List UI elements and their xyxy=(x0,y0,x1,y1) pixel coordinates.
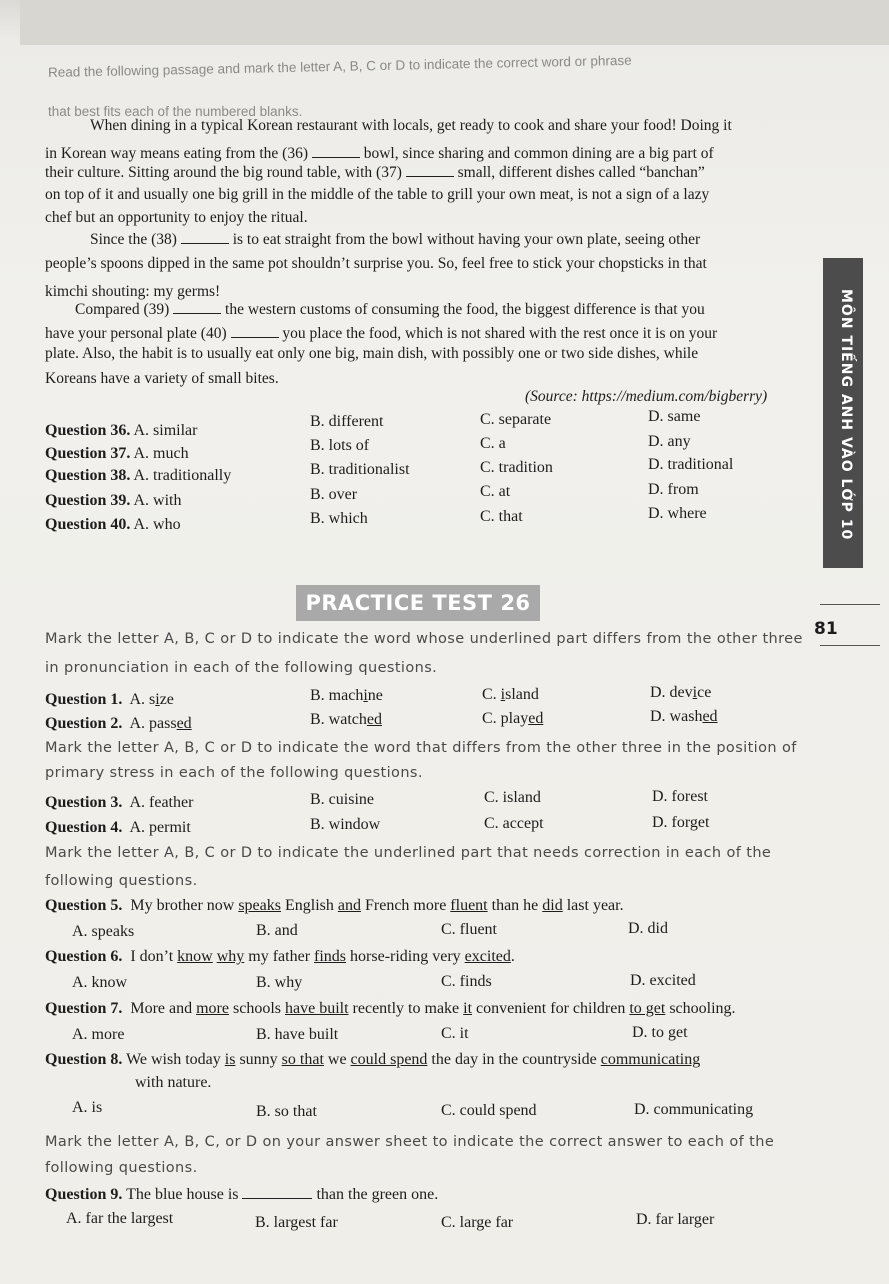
underlined-part: i xyxy=(500,686,506,703)
passage-source: (Source: https://medium.com/bigberry) xyxy=(525,388,768,405)
sentence-text: French more xyxy=(360,897,451,914)
question-label: Question 3. xyxy=(45,794,123,811)
question-sentence xyxy=(45,948,515,966)
blank-39 xyxy=(173,301,221,314)
section-instruction: following questions. xyxy=(45,1160,198,1176)
section-instruction: in pronunciation in each of the following questions. xyxy=(45,660,438,676)
blank-40 xyxy=(231,325,279,338)
option-c xyxy=(482,710,543,728)
sentence-text: More and xyxy=(130,1000,197,1017)
passage-text: in Korean way means eating from the (36) xyxy=(45,145,308,162)
passage-text: bowl, since sharing and common dining are a big part of xyxy=(363,145,714,162)
sentence-text: English xyxy=(280,897,338,914)
question-label: Question 5. xyxy=(45,897,123,914)
passage-line: Koreans have a variety of small bites. xyxy=(45,370,279,387)
underlined-part: so that xyxy=(281,1051,324,1068)
option-a: A. speaks xyxy=(72,923,135,940)
option-b: B. window xyxy=(310,816,381,833)
question-sentence xyxy=(45,1051,700,1069)
option-c: C. large far xyxy=(441,1214,514,1231)
passage-text: you place the food, which is not shared with the rest once it is on your xyxy=(282,325,718,342)
page-number-rule-top xyxy=(820,604,880,605)
underlined-part: more xyxy=(196,1000,229,1017)
question-label: Question 2. xyxy=(45,715,123,732)
passage-line xyxy=(45,164,705,182)
option-b: B. and xyxy=(256,922,298,939)
page-number: 81 xyxy=(814,619,838,639)
question-label: Question 7. xyxy=(45,1000,123,1017)
sentence-text: my father xyxy=(244,948,315,965)
option-b xyxy=(310,687,383,705)
section-instruction: primary stress in each of the following questions. xyxy=(45,765,423,781)
passage-instruction-line1: Read the following passage and mark the letter A, B, C or D to indicate the correct word or phrase xyxy=(47,52,632,80)
option-b: B. why xyxy=(256,974,303,991)
option-a: A. know xyxy=(72,974,128,991)
underlined-part: ed xyxy=(702,708,718,725)
option-c: C. could spend xyxy=(441,1102,537,1119)
option-text: B. mach xyxy=(310,687,364,704)
option-d: D. forest xyxy=(652,788,708,805)
option-a: A. is xyxy=(72,1099,103,1116)
option-d xyxy=(650,708,718,726)
option-d: D. where xyxy=(648,505,707,522)
sentence-text: than he xyxy=(487,897,543,914)
answer-blank xyxy=(242,1186,312,1199)
option-a: A. with xyxy=(133,492,182,509)
question-label: Question 1. xyxy=(45,691,123,708)
option-text: C. play xyxy=(482,710,529,727)
underlined-part: could spend xyxy=(350,1051,428,1068)
underlined-part: fluent xyxy=(450,897,488,914)
sentence-text: last year. xyxy=(562,897,624,914)
option-a: A. s xyxy=(129,691,156,708)
sentence-text: schooling. xyxy=(665,1000,736,1017)
page-number-rule-bottom xyxy=(820,645,880,646)
option-a: ze xyxy=(159,691,174,708)
option-b: B. cuisine xyxy=(310,791,374,808)
passage-text: is to eat straight from the bowl without having your own plate, seeing other xyxy=(232,231,701,248)
passage-line: people’s spoons dipped in the same pot shouldn’t surprise you. So, feel free to stick your chopsticks in that xyxy=(45,255,707,272)
option-d xyxy=(650,684,711,702)
sentence-text: The blue house is xyxy=(126,1186,239,1203)
option-c: C. separate xyxy=(480,411,552,428)
underlined-part: ed xyxy=(528,710,544,727)
sentence-text: I don’t xyxy=(130,948,178,965)
option-d: D. from xyxy=(648,481,699,498)
passage-line: chef but an opportunity to enjoy the ritual. xyxy=(45,209,308,226)
option-a: A. much xyxy=(133,445,189,462)
option-c: C. fluent xyxy=(441,921,497,938)
option-text: ce xyxy=(697,684,712,701)
option-b: B. traditionalist xyxy=(310,461,410,478)
question-row xyxy=(45,691,174,709)
underlined-part: to get xyxy=(629,1000,666,1017)
sentence-text: horse-riding very xyxy=(346,948,465,965)
sentence-text: sunny xyxy=(235,1051,282,1068)
option-a: A. similar xyxy=(133,422,198,439)
section-instruction: Mark the letter A, B, C or D to indicate the word that differs from the other three in the position of xyxy=(45,740,797,756)
option-c: C. accept xyxy=(484,815,544,832)
option-a: A. who xyxy=(133,516,181,533)
passage-text: Since the (38) xyxy=(90,231,177,248)
blank-38 xyxy=(181,231,229,244)
passage-line: on top of it and usually one big grill in the middle of the table to grill your own meat, is not a sign of a lazy xyxy=(45,186,710,203)
question-label: Question 36. xyxy=(45,422,131,439)
option-c: C. it xyxy=(441,1025,469,1042)
underlined-part: know xyxy=(177,948,213,965)
question-sentence xyxy=(45,897,624,915)
question-label: Question 8. xyxy=(45,1051,123,1068)
option-a: A. traditionally xyxy=(133,467,232,484)
passage-line: kimchi shouting: my germs! xyxy=(45,283,221,300)
question-sentence xyxy=(45,1000,736,1018)
option-c xyxy=(482,686,539,704)
sentence-text: We wish today xyxy=(126,1051,225,1068)
question-row xyxy=(45,794,193,812)
option-text: ne xyxy=(367,687,383,704)
sentence-text: the day in the countryside xyxy=(427,1051,601,1068)
underlined-part: finds xyxy=(314,948,347,965)
question-label: Question 9. xyxy=(45,1186,123,1203)
passage-text: their culture. Sitting around the big round table, with (37) xyxy=(45,164,402,181)
passage-text: have your personal plate (40) xyxy=(45,325,227,342)
option-c: C. that xyxy=(480,508,523,525)
sentence-text: convenient for children xyxy=(472,1000,630,1017)
option-d: D. excited xyxy=(630,972,696,989)
blank-36 xyxy=(312,145,360,158)
option-text: C. xyxy=(482,686,501,703)
underlined-part: and xyxy=(337,897,361,914)
sentence-text: recently to make xyxy=(348,1000,464,1017)
sidebar-title: MÔN TIẾNG ANH VÀO LỚP 10 xyxy=(838,289,854,541)
underlined-part: communicating xyxy=(600,1051,701,1068)
sentence-text: . xyxy=(510,948,515,965)
underlined-part: it xyxy=(463,1000,473,1017)
underlined-part: why xyxy=(216,948,245,965)
option-text: sland xyxy=(505,686,539,703)
option-c: C. at xyxy=(480,483,511,500)
underlined-part: ed xyxy=(176,715,192,732)
underlined-part: i xyxy=(692,684,698,701)
option-b xyxy=(310,711,382,729)
sentence-text: than the green one. xyxy=(316,1186,439,1203)
underlined-part: speaks xyxy=(238,897,281,914)
passage-line xyxy=(75,301,705,319)
option-b: B. different xyxy=(310,413,384,430)
section-instruction: following questions. xyxy=(45,873,198,889)
question-row xyxy=(45,467,231,485)
underlined-part: did xyxy=(542,897,563,914)
option-a: A. more xyxy=(72,1026,125,1043)
question-row xyxy=(45,445,189,463)
option-b: B. largest far xyxy=(255,1214,338,1231)
option-d: D. communicating xyxy=(634,1101,754,1118)
underlined-part: i xyxy=(155,691,160,708)
option-text: D. dev xyxy=(650,684,693,701)
option-text: B. watch xyxy=(310,711,367,728)
option-b: B. so that xyxy=(256,1103,317,1120)
sentence-text: with nature. xyxy=(135,1074,212,1091)
underlined-part: excited xyxy=(464,948,511,965)
passage-line: plate. Also, the habit is to usually eat only one big, main dish, with possibly one or two side dishes, while xyxy=(45,345,699,362)
option-text: D. wash xyxy=(650,708,703,725)
question-label: Question 40. xyxy=(45,516,131,533)
previous-page-edge xyxy=(20,0,889,45)
option-a: A. pass xyxy=(129,715,177,732)
question-row xyxy=(45,492,181,510)
option-d: D. did xyxy=(628,920,668,937)
option-d: D. to get xyxy=(632,1024,688,1041)
passage-line xyxy=(45,325,717,343)
section-instruction: Mark the letter A, B, C, or D on your answer sheet to indicate the correct answer to each of the xyxy=(45,1134,775,1150)
blank-37 xyxy=(406,164,454,177)
option-d: D. far larger xyxy=(636,1211,715,1228)
option-a: A. permit xyxy=(129,819,191,836)
section-instruction: Mark the letter A, B, C or D to indicate the underlined part that needs correction in each of the xyxy=(45,845,772,861)
passage-line xyxy=(90,231,700,249)
option-d: D. forget xyxy=(652,814,710,831)
question-label: Question 4. xyxy=(45,819,123,836)
passage-line xyxy=(45,145,714,163)
question-label: Question 6. xyxy=(45,948,123,965)
option-c: C. tradition xyxy=(480,459,553,476)
option-b: B. have built xyxy=(256,1026,339,1043)
option-d: D. any xyxy=(648,433,691,450)
question-row xyxy=(45,715,192,733)
sentence-text: we xyxy=(323,1051,351,1068)
question-row xyxy=(45,422,197,440)
question-label: Question 38. xyxy=(45,467,131,484)
question-label: Question 39. xyxy=(45,492,131,509)
passage-instruction-line2: that best fits each of the numbered blanks. xyxy=(48,104,303,119)
option-b: B. lots of xyxy=(310,437,370,454)
passage-text: the western customs of consuming the food, the biggest difference is that you xyxy=(225,301,705,318)
passage-text: Compared (39) xyxy=(75,301,170,318)
sentence-text: schools xyxy=(228,1000,285,1017)
option-c: C. a xyxy=(480,435,506,452)
underlined-part: ed xyxy=(366,711,382,728)
option-b: B. over xyxy=(310,486,358,503)
passage-line: When dining in a typical Korean restaurant with locals, get ready to cook and share your food! Doing it xyxy=(90,117,732,134)
test-title-banner: PRACTICE TEST 26 xyxy=(296,585,540,621)
question-label: Question 37. xyxy=(45,445,131,462)
question-row xyxy=(45,819,191,837)
section-instruction: Mark the letter A, B, C or D to indicate the word whose underlined part differs from the other three xyxy=(45,631,803,647)
option-d: D. traditional xyxy=(648,456,734,473)
underlined-part: have built xyxy=(284,1000,349,1017)
underlined-part: i xyxy=(363,687,368,704)
passage-text: small, different dishes called “banchan” xyxy=(457,164,705,181)
option-c: C. island xyxy=(484,789,541,806)
option-a: A. far the largest xyxy=(66,1210,174,1227)
option-b: B. which xyxy=(310,510,368,527)
question-row xyxy=(45,516,181,534)
option-c: C. finds xyxy=(441,973,492,990)
sentence-text: My brother now xyxy=(130,897,239,914)
option-a: A. feather xyxy=(129,794,194,811)
option-d: D. same xyxy=(648,408,701,425)
underlined-part: is xyxy=(224,1051,236,1068)
question-sentence xyxy=(45,1186,438,1204)
